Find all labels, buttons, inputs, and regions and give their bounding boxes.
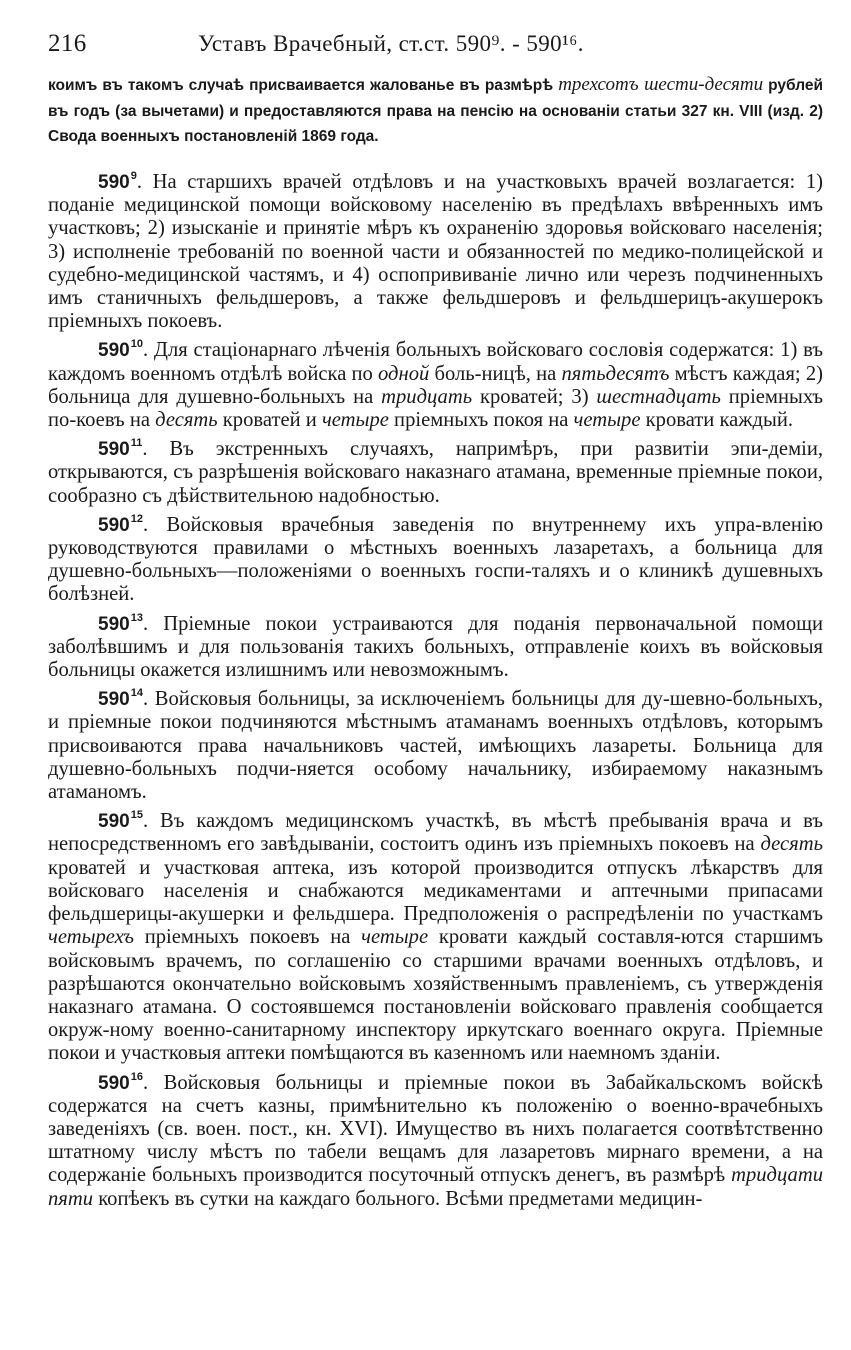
article-text: боль-ницѣ, на: [429, 362, 562, 385]
article-590-16: [48, 1066, 823, 1211]
article-text: кроватей и участковая аптека, изъ которой производится отпускъ лѣкарствъ для войсковаго населенія и снабжаются медикаментами и аптечными припасами фельдшерицы-акушерки и фельдшера. Предположенія о распредѣленіи по участкамъ: [48, 856, 823, 926]
article-text: пріемныхъ покоевъ на: [134, 926, 362, 949]
article-text: . Войсковыя больницы и пріемные покои въ Забайкальскомъ войскѣ содержатся на счетъ казны, примѣнительно къ положенію о военно-врачебныхъ заведеніяхъ (св. воен. пост., кн. XVI). Имущество въ нихъ полагается соотвѣтственно штатному числу мѣстъ по табели вещамъ для лазаретовъ мирнаго времени, а на содержаніе больныхъ производится посуточный отпускъ денегъ, въ размѣрѣ: [48, 1071, 823, 1187]
article-number: [98, 340, 143, 361]
emphasized-number: четырехъ: [48, 926, 134, 949]
article-number-superscript: 9: [130, 170, 137, 182]
article-number: [98, 512, 143, 536]
article-number-base: 590: [98, 811, 130, 833]
article-590-13: [48, 607, 823, 683]
article-text: пріемныхъ по-коевъ на: [48, 385, 823, 432]
article-number-superscript: 10: [130, 338, 143, 351]
emphasized-number: десять: [155, 409, 218, 432]
article-590-11: [48, 432, 823, 508]
article-number-superscript: 16: [130, 1070, 143, 1083]
intro-text: коимъ въ такомъ случаѣ присваивается жалованье въ размѣрѣ: [48, 77, 559, 94]
article-number-base: 590: [98, 340, 130, 362]
article-number-superscript: 13: [130, 611, 143, 624]
article-590-15: [48, 804, 823, 1065]
article-590-10: [48, 333, 823, 432]
article-590-12: [48, 508, 823, 607]
book-page: [48, 30, 823, 1211]
emphasized-number: одной: [378, 362, 430, 385]
article-number-superscript: 14: [130, 687, 143, 700]
article-number-base: 590: [98, 1072, 130, 1094]
page-number: 216: [48, 30, 87, 57]
articles-list: [48, 165, 823, 1211]
article-text: кроватей; 3): [472, 385, 597, 408]
article-number-base: 590: [98, 689, 130, 711]
article-number-superscript: 12: [130, 512, 143, 525]
article-590-9: [48, 165, 823, 333]
article-text: . Для стаціонарнаго лѣченія больныхъ войсковаго сословія содержатся: 1) въ каждомъ военномъ отдѣлѣ войска по: [48, 339, 823, 385]
emphasized-number: четыре: [573, 409, 641, 432]
article-number-base: 590: [98, 514, 130, 536]
article-text: . Пріемные покои устраиваются для поданія первоначальной помощи заболѣвшимъ и для пользованія такихъ больныхъ, отправленіе коихъ въ войсковыя больницы окажется излишнимъ или невозможнымъ.: [48, 612, 823, 682]
article-number: [98, 611, 143, 635]
article-number: [98, 1070, 143, 1094]
emphasized-number: шестнадцать: [596, 385, 721, 408]
article-text: кровати каждый составля-ются старшимъ войсковымъ врачемъ, по соглашенію со старшими врачами военныхъ отдѣловъ, и разрѣшаются окончательно войсковымъ хозяйственнымъ правленіемъ, съ утвержденія наказнаго атамана. О состоявшемся постановленіи войсковаго правленія сообщается окруж-ному военно-санитарному инспектору иркутскаго военнаго округа. Пріемные покои и участковыя аптеки помѣщаются въ казенномъ или наемномъ зданіи.: [48, 926, 823, 1065]
running-head: Уставъ Врачебный, ст.ст. 590⁹. - 590¹⁶.: [198, 31, 584, 56]
article-number-base: 590: [98, 613, 130, 635]
intro-text: рублей въ годъ (за вычетами) и предоставляются права на пенсію на основаніи статьи 327 кн. VIII (изд. 2) Свода военныхъ постановленій 1869 года.: [48, 77, 823, 145]
article-590-14: [48, 682, 823, 804]
emphasized-number: четыре: [361, 926, 429, 949]
article-number-superscript: 11: [130, 437, 143, 450]
emphasized-number: четыре: [321, 409, 389, 432]
emphasized-number: пятьдесятъ: [561, 362, 670, 385]
article-number: [98, 811, 143, 832]
article-text: . Въ экстренныхъ случаяхъ, напримѣръ, при развитіи эпи-деміи, открываются, съ разрѣшенія войсковаго наказнаго атамана, временные пріемные покои, сообразно съ дѣйствительною надобностью.: [48, 438, 823, 507]
article-number: [98, 439, 142, 460]
page-header: [48, 30, 823, 70]
article-text: мѣстъ каждая; 2) больница для душевно-больныхъ на: [48, 362, 823, 408]
article-number: [98, 689, 143, 710]
article-text: . Войсковыя больницы, за исключеніемъ больницы для ду-шевно-больныхъ, и пріемные покои подчиняются мѣстнымъ атаманамъ военныхъ отдѣловъ, которымъ присвоиваются права начальниковъ частей, имѣющихъ лазареты. Больница для душевно-больныхъ подчи-няется особому начальнику, избираемому наказнымъ атаманомъ.: [48, 688, 823, 804]
article-text: кровати каждый.: [640, 409, 794, 432]
article-number-superscript: 15: [130, 809, 143, 822]
article-number-base: 590: [98, 172, 130, 193]
intro-paragraph: [48, 72, 823, 150]
article-text: . Въ каждомъ медицинскомъ участкѣ, въ мѣстѣ пребыванія врача и въ непосредственномъ его завѣдываніи, состоитъ одинъ изъ пріемныхъ покоевъ на: [48, 810, 823, 856]
emphasized-number: тридцать: [381, 385, 473, 408]
article-number-base: 590: [98, 439, 130, 461]
article-text: . На старшихъ врачей отдѣловъ и на участковыхъ врачей возлагается: 1) поданіе медицинской помощи войсковому населенію въ предѣлахъ ввѣренныхъ имъ участковъ; 2) изысканіе и принятіе мѣръ къ охраненію здоровья войсковаго населенія; 3) исполненіе требованій по военной части и обязанностей по медико-полицейской и судебно-медицинской частямъ, и 4) оспопрививаніе лично или черезъ подчиненныхъ имъ станичныхъ фельдшеровъ, а также фельдшеровъ и фельдшерицъ-акушерокъ пріемныхъ покоевъ.: [48, 171, 823, 333]
article-text: копѣекъ въ сутки на каждаго больного. Всѣми предметами медицин-: [93, 1187, 703, 1210]
article-text: кроватей и: [217, 409, 322, 432]
article-number: [98, 172, 137, 193]
article-text: пріемныхъ покоя на: [388, 409, 574, 432]
salary-amount: трехсотъ шести-десяти: [558, 74, 764, 95]
emphasized-number: десять: [760, 833, 823, 856]
emphasized-number: тридцати пяти: [48, 1164, 823, 1210]
article-text: . Войсковыя врачебныя заведенія по внутреннему ихъ упра-вленію руководствуются правилами о мѣстныхъ военныхъ лазаретахъ, а больница для душевно-больныхъ—положеніями о военныхъ госпи-таляхъ и о клиникѣ душевныхъ болѣзней.: [48, 513, 823, 606]
